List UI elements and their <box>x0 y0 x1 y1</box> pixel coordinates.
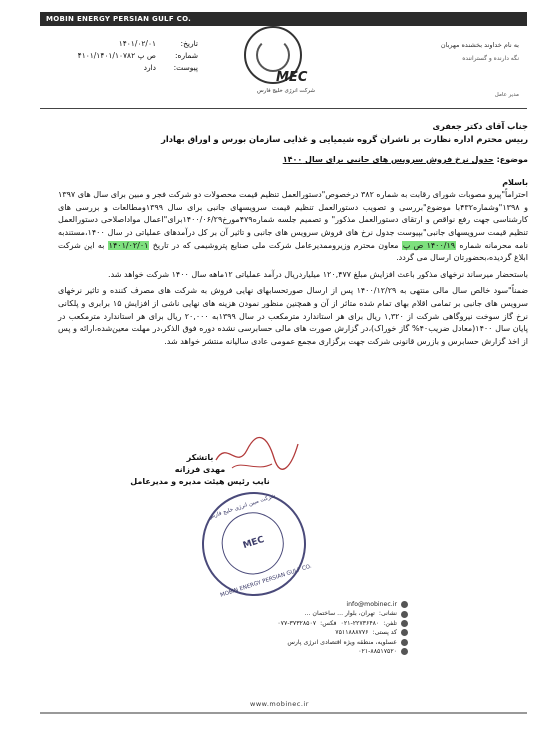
signer-title: نایب رئیس هیئت مدیره و مدیرعامل <box>130 477 270 486</box>
closing: باتشکر <box>186 453 214 462</box>
paragraph-3: ضمناً"سود خالص سال مالی منتهی به ۱۴۰۰/۱۲/۲۹ پس از ارسال صورتحسابهای نهایی فروش به شرکت های مصرف کننده و تاثیر نرخهای سرویس های جانبی بر تمامی اقلام بهای تمام شده متاثر از آن و همچنین منظور نمودن هزینه های نهایی ناشی از افزایش ۱۵ برابری و پلکانی نرخ گاز سوخت نیروگاهی شرکت از ۱,۳۲۰ ریال برای هر استاندارد مترمکعب در سال ۱۳۹۹به ۲۰,۰۰۰ ریال برای هر استاندارد مترمکعب در پایان سال ۱۴۰۰(معادل ضریب۴۰% گاز خوراک)،در گزارش صورت های مالی حسابرسی نشده دوره فوق الذکر،در مهلت معین‌شده،ارائه و پس از اخذ گزارش حسابرس و بازرس قانونی شرکت جهت برگزاری مجمع عمومی عادی سالیانه منتشر خواهد شد. <box>58 286 529 346</box>
subject-label: موضوع: <box>496 155 528 164</box>
letter-meta <box>48 38 198 74</box>
number-value: ۴۱۰۱/۱۴۰۱/۱۰۷۸۲ ص پ <box>77 51 156 60</box>
logo-subtitle: شرکت انرژی خلیج فارس <box>256 88 316 94</box>
note-line-1: به نام خداوند بخشنده مهربان <box>440 41 519 49</box>
stamp-top-text: شرکت مبین انرژی خلیج فارس <box>207 493 277 521</box>
company-logo <box>228 26 338 98</box>
footer-site-address: عسلویه، منطقه ویژه اقتصادی انرژی پارس <box>287 638 397 646</box>
footer-email-row <box>118 600 408 609</box>
signature-block <box>120 452 280 488</box>
letter-body <box>58 120 528 348</box>
number-label: شماره: <box>175 51 198 60</box>
attachment-value: دارد <box>143 63 156 72</box>
recipient-title: رییس محترم اداره نظارت بر ناشران گروه شیمیایی و غذایی سازمان بورس و اوراق بهادار <box>161 134 528 144</box>
footer-phone-value: ۰۲۱-۲۲۷۳۶۴۸۰ <box>340 619 380 627</box>
subject-text: جدول نرخ فروش سرویس های جانبی برای سال ۱۴۰۰ <box>282 155 494 164</box>
footer-phone2-row <box>118 647 408 656</box>
footer-postal-value: ۷۵۱۱۸۸۸۷۷۶ <box>335 629 369 637</box>
footer-site-row <box>118 638 408 647</box>
footer-divider <box>40 712 527 714</box>
footer-postal-label: کد پستی: <box>372 629 397 637</box>
phone-icon <box>401 620 408 627</box>
signer-name: مهدی فرزانه <box>174 465 226 474</box>
footer-postal-row <box>118 628 408 637</box>
subject-line <box>58 154 528 167</box>
footer-phone2-value: ۰۲۱-۸۸۵۱۷۵۲۰ <box>358 648 397 656</box>
email-icon <box>401 601 408 608</box>
footer-address-value: تهران، بلوار ... ساختمان ... <box>304 610 375 618</box>
paragraph-1 <box>58 189 528 265</box>
date-label: تاریخ: <box>180 39 198 48</box>
letter-footer <box>118 600 408 656</box>
footer-phone-label: تلفن: <box>383 619 397 627</box>
footer-email[interactable]: info@mobinec.ir <box>346 601 397 608</box>
header-handwritten-note <box>379 40 519 100</box>
highlighted-letter-number: ۱۴۰۰/۱۹ ص پ <box>402 240 456 250</box>
company-name-en: MOBIN ENERGY PERSIAN GULF CO. <box>46 15 192 23</box>
paragraph-1-part-a: احتراماً"پیرو مصوبات شورای رقابت به شماره ۳۸۲ درخصوص"دستورالعمل تنظیم قیمت محصولات دو شرکت فجر و مبین برای سال های ۱۳۹۷ و ۱۳۹۸"وشماره۴۳۲با موضوع"بررسی و تصویب دستورالعمل تنظیم قیمت سرویسهای جانبی برای سال ۱۳۹۹ومطالعات و بررسی های کارشناسی جهت رفع نواقص و ارتقای دستورالعمل مذکور" و تصمیم جلسه شماره۴۷۹مورخ۱۴۰۰/۰۶/۲۹برای"اعمال مواداصلاحی دستورالعمل تنظیم قیمت سرویسهای جانبی"بپیوست جدول نرخ های فروش سرویس های جانبی و تاثیر آن بر کل درآمدهای عملیاتی در سال ۱۴۰۰،مستندبه نامه محرمانه شماره <box>58 190 529 250</box>
attachment-label: پیوست: <box>173 63 198 72</box>
stamp-bottom-text: MOBIN ENERGY PERSIAN GULF CO. <box>219 563 313 599</box>
company-header-bar <box>40 12 527 26</box>
date-value: ۱۴۰۱/۰۲/۰۱ <box>118 39 156 48</box>
mailbox-icon <box>401 629 408 636</box>
note-line-3: مدیر عامل <box>494 92 519 98</box>
footer-phone-row <box>118 619 408 628</box>
greeting: باسلام <box>502 177 528 187</box>
logo-mec-text: MEC <box>276 70 308 85</box>
footer-address-label: نشانی: <box>378 610 397 618</box>
location-icon <box>401 611 408 618</box>
header-divider <box>40 108 527 109</box>
note-line-2: نگه دارنده و گستراننده <box>462 55 519 62</box>
footer-address-row <box>118 609 408 618</box>
stamp-mec-text: MEC <box>241 534 266 552</box>
highlighted-date: ۱۴۰۱/۰۲/۰۱ <box>108 240 149 250</box>
paragraph-1-part-b: معاون محترم وزیروممدیرعامل شرکت ملی صنایع پتروشیمی که در تاریخ <box>152 240 399 250</box>
factory-icon <box>401 639 408 646</box>
footer-website[interactable]: www.mobinec.ir <box>250 700 309 708</box>
footer-fax-label: فکس: <box>320 619 337 627</box>
footer-fax-value: ۰۷۷-۳۷۳۲۸۵۰۷ <box>277 619 317 627</box>
company-stamp-icon <box>188 478 319 609</box>
phone-icon <box>401 648 408 655</box>
paragraph-2: باستحضار میرساند نرخهای مذکور باعث افزایش مبلغ ۱۲۰,۴۷۷ میلیاردریال درآمد عملیاتی ۱۲ماهه سال ۱۴۰۰ شرکت خواهد شد. <box>108 269 528 279</box>
paragraph-1-part-c: به این شرکت ابلاغ گردیده،بحضورتان ارسال می گردد. <box>58 240 528 263</box>
recipient-name: جناب آقای دکتر جعفری <box>432 121 528 131</box>
